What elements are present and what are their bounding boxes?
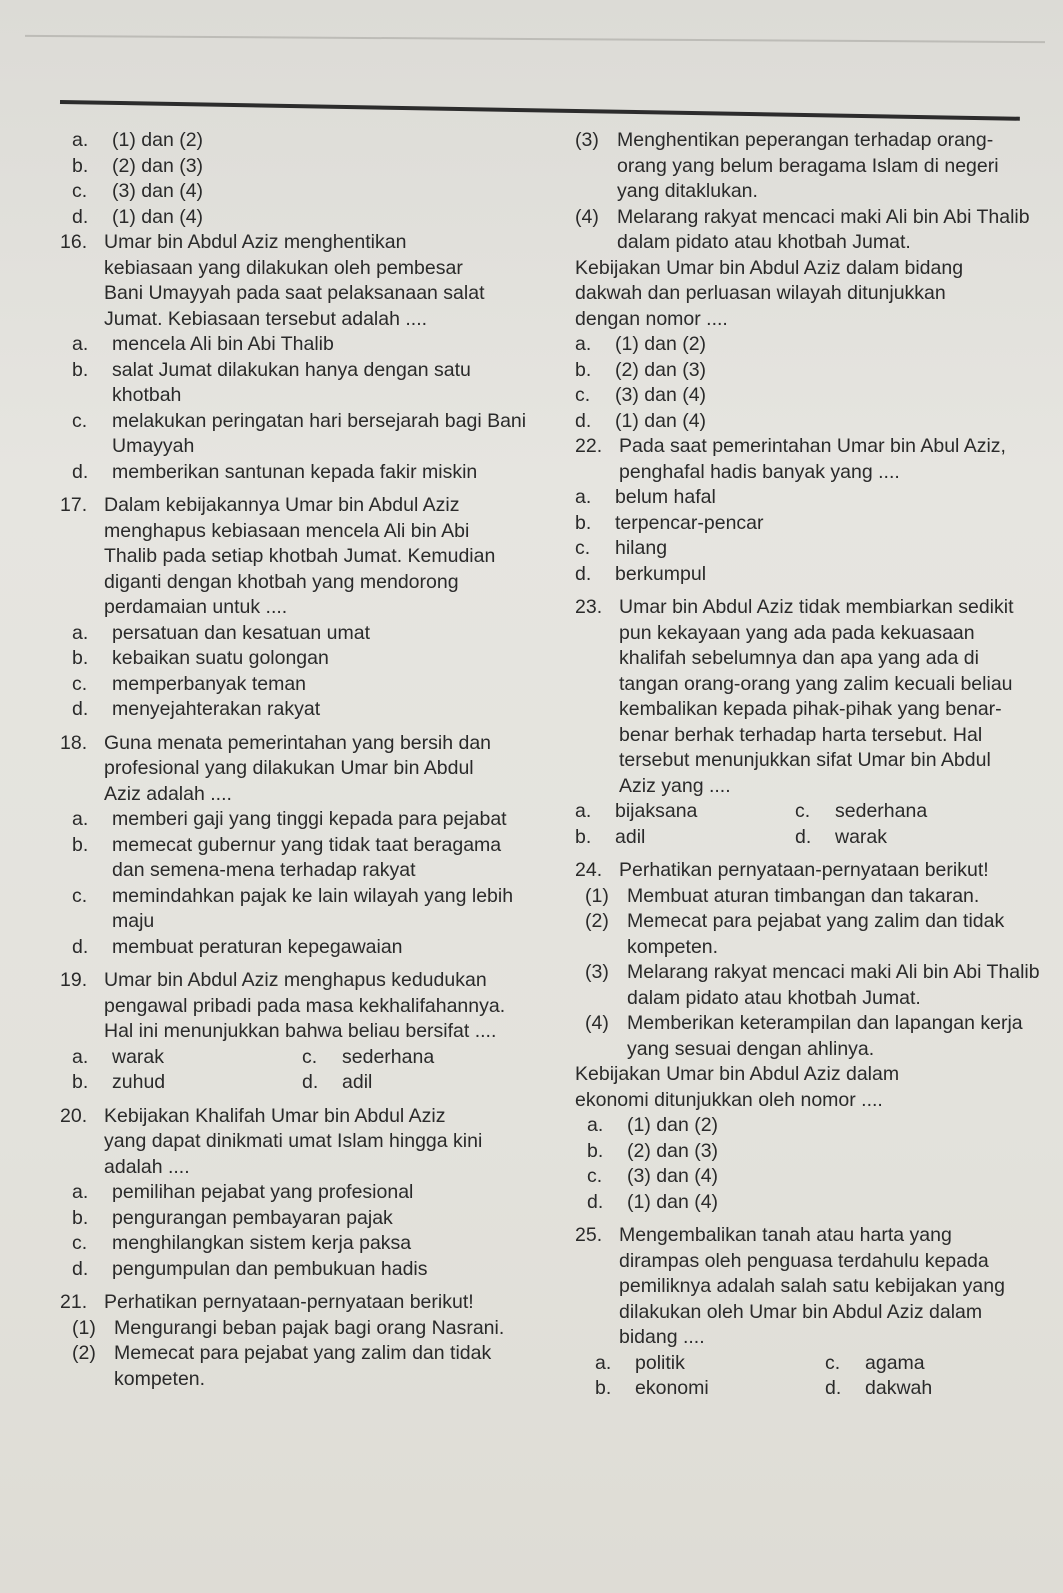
question-number: 16. (60, 231, 88, 253)
question-23 (575, 595, 1040, 850)
question-17 (60, 493, 535, 723)
question-stem: Umar bin Abdul Aziz menghapus kedudukan pengawal pribadi pada masa kekhalifahannya. Hal ini menunjukkan bahwa beliau bersifat .... (104, 969, 506, 1042)
option-c[interactable]: c. memperbanyak teman (72, 672, 307, 695)
option-a[interactable]: a. warak (72, 1045, 165, 1068)
question-16 (60, 230, 535, 485)
question-number: 19. (60, 969, 88, 991)
option-c[interactable]: c. (3) dan (4) (575, 384, 707, 406)
question-22 (575, 434, 1040, 587)
option-a[interactable]: a. persatuan dan kesatuan umat (72, 621, 371, 644)
statement-2: (2) Memecat para pejabat yang zalim dan tidak kompeten. (72, 1342, 492, 1390)
option-c[interactable]: c. agama (825, 1351, 925, 1374)
option-d[interactable]: d. berkumpul (575, 562, 707, 585)
options-grid (575, 1351, 1040, 1402)
option-c[interactable]: c. melakukan peringatan hari bersejarah bagi Bani Umayyah (72, 409, 527, 457)
option-b[interactable]: b. (2) dan (3) (575, 358, 707, 381)
question-24 (575, 858, 1040, 1215)
question-stem: Umar bin Abdul Aziz tidak membiarkan sedikit pun kekayaan yang ada pada kekuasaan khalifah sebelumnya dan apa yang ada di tangan orang-orang yang zalim kecuali beliau kembalikan kepada pihak-pihak yang benar- benar berhak terhadap harta tersebut. Hal tersebut menunjukkan sifat Umar bin Abdul Aziz yang .... (619, 596, 1014, 797)
option-b[interactable]: b. terpencar-pencar (575, 511, 764, 534)
question-stem: Perhatikan pernyataan-pernyataan berikut! (104, 1291, 474, 1313)
question-21 (60, 1290, 535, 1392)
option-d[interactable]: d. menyejahterakan rakyat (72, 698, 321, 720)
option-b[interactable]: b. salat Jumat dilakukan hanya dengan satu khotbah (72, 358, 471, 406)
option-c[interactable]: c. memindahkan pajak ke lain wilayah yang lebih maju (72, 884, 514, 932)
option-d[interactable]: d. membuat peraturan kepegawaian (72, 935, 403, 958)
option-b[interactable]: b. zuhud (72, 1071, 166, 1093)
question-number: 21. (60, 1291, 88, 1313)
question-19 (60, 968, 535, 1096)
option-b[interactable]: b. (2) dan (3) (587, 1139, 719, 1162)
option-a[interactable]: a. (1) dan (2) (587, 1114, 719, 1136)
question-number: 18. (60, 731, 88, 754)
paper-edge-line (25, 35, 1045, 43)
prev-question-options (60, 128, 535, 230)
header-rule (60, 100, 1020, 121)
option-a[interactable]: a. pemilihan pejabat yang profesional (72, 1181, 414, 1203)
question-25 (575, 1223, 1040, 1402)
left-column (60, 128, 535, 1392)
question-20 (60, 1104, 535, 1283)
option-c[interactable]: c. (3) dan (4) (587, 1165, 719, 1187)
question-18 (60, 731, 535, 961)
option-d[interactable]: d. (1) dan (4) (575, 409, 707, 432)
option-c[interactable]: c. sederhana (302, 1045, 435, 1068)
question-stem: Mengembalikan tanah atau harta yang dirampas oleh penguasa terdahulu kepada pemiliknya adalah salah satu kebijakan yang dilakukan oleh Umar bin Abdul Aziz dalam bidang .... (619, 1224, 1005, 1348)
statement-3: (3) Menghentikan peperangan terhadap orang-orang yang belum beragama Islam di negeri yang ditaklukan. (575, 129, 999, 202)
statement-3: (3) Melarang rakyat mencaci maki Ali bin Abi Thalib dalam pidato atau khotbah Jumat. (585, 961, 1040, 1009)
question-21-continued (575, 128, 1040, 434)
question-number: 23. (575, 596, 603, 618)
question-stem-continued: Kebijakan Umar bin Abdul Aziz dalam ekonomi ditunjukkan oleh nomor .... (575, 1063, 900, 1111)
option-d[interactable]: d. adil (302, 1071, 373, 1093)
option-b[interactable]: b. ekonomi (595, 1377, 709, 1399)
option-c[interactable]: c. hilang (575, 537, 668, 559)
option-b[interactable]: b. memecat gubernur yang tidak taat beragama dan semena-mena terhadap rakyat (72, 833, 502, 881)
question-number: 20. (60, 1104, 88, 1127)
option-a[interactable]: a. (1) dan (2) (575, 333, 707, 355)
option-a[interactable]: a. belum hafal (575, 486, 716, 508)
question-stem: Kebijakan Khalifah Umar bin Abdul Aziz yang dapat dinikmati umat Islam hingga kini adalah .... (104, 1104, 483, 1178)
option[interactable]: d. (1) dan (4) (72, 205, 204, 228)
option-a[interactable]: a. mencela Ali bin Abi Thalib (72, 333, 334, 355)
question-stem: Pada saat pemerintahan Umar bin Abul Aziz, penghafal hadis banyak yang .... (619, 435, 1006, 483)
option[interactable]: b. (2) dan (3) (72, 154, 204, 177)
option-c[interactable]: c. sederhana (795, 800, 928, 822)
statement-2: (2) Memecat para pejabat yang zalim dan tidak kompeten. (585, 910, 1005, 958)
option-a[interactable]: a. bijaksana (575, 800, 698, 822)
question-number: 22. (575, 435, 603, 457)
question-stem: Umar bin Abdul Aziz menghentikan kebiasaan yang dilakukan oleh pembesar Bani Umayyah pada saat pelaksanaan salat Jumat. Kebiasaan tersebut adalah .... (104, 231, 485, 330)
question-stem-continued: Kebijakan Umar bin Abdul Aziz dalam bidang dakwah dan perluasan wilayah ditunjukkan dengan nomor .... (575, 256, 964, 330)
question-number: 24. (575, 859, 603, 881)
option-c[interactable]: c. menghilangkan sistem kerja paksa (72, 1232, 412, 1254)
option[interactable]: a. (1) dan (2) (72, 129, 204, 151)
question-stem: Perhatikan pernyataan-pernyataan berikut! (619, 859, 989, 881)
question-number: 25. (575, 1224, 603, 1246)
option-b[interactable]: b. pengurangan pembayaran pajak (72, 1206, 393, 1229)
option-d[interactable]: d. memberikan santunan kepada fakir miskin (72, 460, 478, 483)
options-grid (60, 1045, 535, 1096)
question-stem: Dalam kebijakannya Umar bin Abdul Aziz menghapus kebiasaan mencela Ali bin Abi Thalib pada setiap khotbah Jumat. Kemudian diganti dengan khotbah yang mendorong perdamaian untuk .... (104, 494, 496, 618)
option-b[interactable]: b. kebaikan suatu golongan (72, 647, 329, 669)
statement-4: (4) Melarang rakyat mencaci maki Ali bin Abi Thalib dalam pidato atau khotbah Jumat. (575, 205, 1030, 253)
statement-1: (1) Membuat aturan timbangan dan takaran. (585, 884, 980, 907)
option-a[interactable]: a. politik (595, 1351, 685, 1374)
option-b[interactable]: b. adil (575, 825, 646, 848)
option-d[interactable]: d. warak (795, 825, 888, 848)
statement-4: (4) Memberikan keterampilan dan lapangan kerja yang sesuai dengan ahlinya. (585, 1012, 1023, 1060)
option[interactable]: c. (3) dan (4) (72, 180, 204, 202)
option-d[interactable]: d. (1) dan (4) (587, 1190, 719, 1213)
options-grid (575, 799, 1040, 850)
option-d[interactable]: d. pengumpulan dan pembukuan hadis (72, 1257, 428, 1280)
right-column (575, 128, 1040, 1402)
option-a[interactable]: a. memberi gaji yang tinggi kepada para pejabat (72, 808, 507, 830)
question-number: 17. (60, 494, 88, 516)
question-stem: Guna menata pemerintahan yang bersih dan profesional yang dilakukan Umar bin Abdul Aziz adalah .... (104, 731, 492, 805)
option-d[interactable]: d. dakwah (825, 1377, 933, 1399)
statement-1: (1) Mengurangi beban pajak bagi orang Nasrani. (72, 1316, 505, 1339)
